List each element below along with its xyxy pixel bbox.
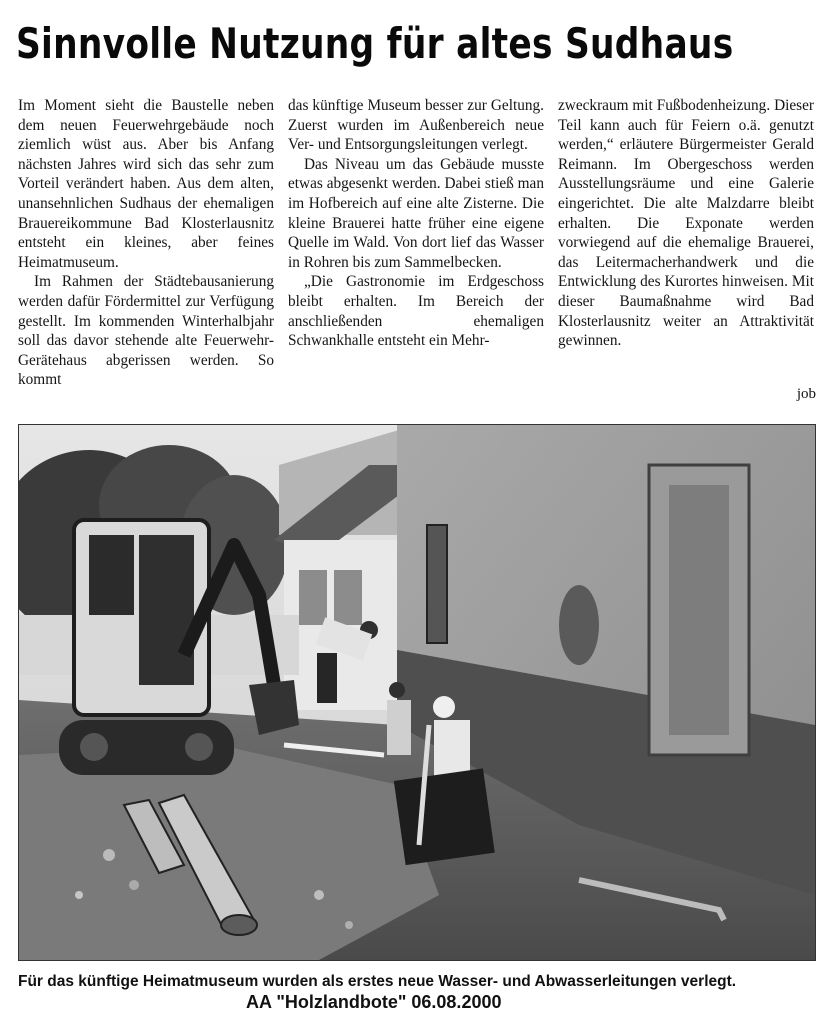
paragraph: zweckraum mit Fußbodenheizung. Dieser Teil kann auch für Feiern o.ä. genutzt werden,“ erläutere Bürgermeister Gerald Reimann. Im Obergeschoss werden Ausstellungsräume und eine Galerie eingerichtet. Die alte Malzdarre bleibt erhalten. Die Exponate werden vorwiegend auf die ehemalige Brauerei, das Leitermacherhandwerk und die Entwicklung des Kurortes hinweisen. Mit dieser Baumaßnahme wird Bad Klosterlausnitz weiter an Attraktivität gewinnen. <box>558 97 814 350</box>
construction-site-image <box>19 425 815 960</box>
headline: Sinnvolle Nutzung für altes Sudhaus <box>16 19 734 68</box>
article-column-3 <box>558 96 814 351</box>
construction-photo <box>18 424 816 961</box>
paragraph: Im Moment sieht die Baustelle neben dem neuen Feuerwehrgebäude noch ziemlich wüst aus. Aber bis Anfang nächsten Jahres wird sich das sehr zum Vorteil verändert haben. Aus dem alten, unansehnlichen Sudhaus der ehemaligen Brauereikommune Bad Klosterlausnitz entsteht ein kleines, aber feines Heimatmuseum. <box>18 97 274 271</box>
paragraph: „Die Gastronomie im Erdgeschoss bleibt erhalten. Im Bereich der anschließenden ehemaligen Schwankhalle entsteht ein Mehr- <box>288 273 544 350</box>
paragraph: das künftige Museum besser zur Geltung. Zuerst wurden im Außenbereich neue Ver- und Entsorgungsleitungen verlegt. <box>288 97 544 154</box>
author-initials: job <box>796 386 816 402</box>
source-note: AA "Holzlandbote" 06.08.2000 <box>246 992 502 1012</box>
photo-caption: Für das künftige Heimatmuseum wurden als erstes neue Wasser- und Abwasserleitungen verlegt. <box>18 973 737 990</box>
article-column-1 <box>18 96 274 390</box>
article-column-2 <box>288 96 544 351</box>
paragraph: Im Rahmen der Städtebausanierung werden dafür Fördermittel zur Verfügung gestellt. Im kommenden Winterhalbjahr soll das davor stehende alte Feuerwehr- Gerätehaus abgerissen werden. So kommt <box>18 273 274 389</box>
paragraph: Das Niveau um das Gebäude musste etwas abgesenkt werden. Dabei stieß man im Hofbereich auf eine alte Zisterne. Die kleine Brauerei hatte früher eine eigene Quelle im Wald. Von dort lief das Wasser in Rohren bis zum Sammelbecken. <box>288 155 544 271</box>
